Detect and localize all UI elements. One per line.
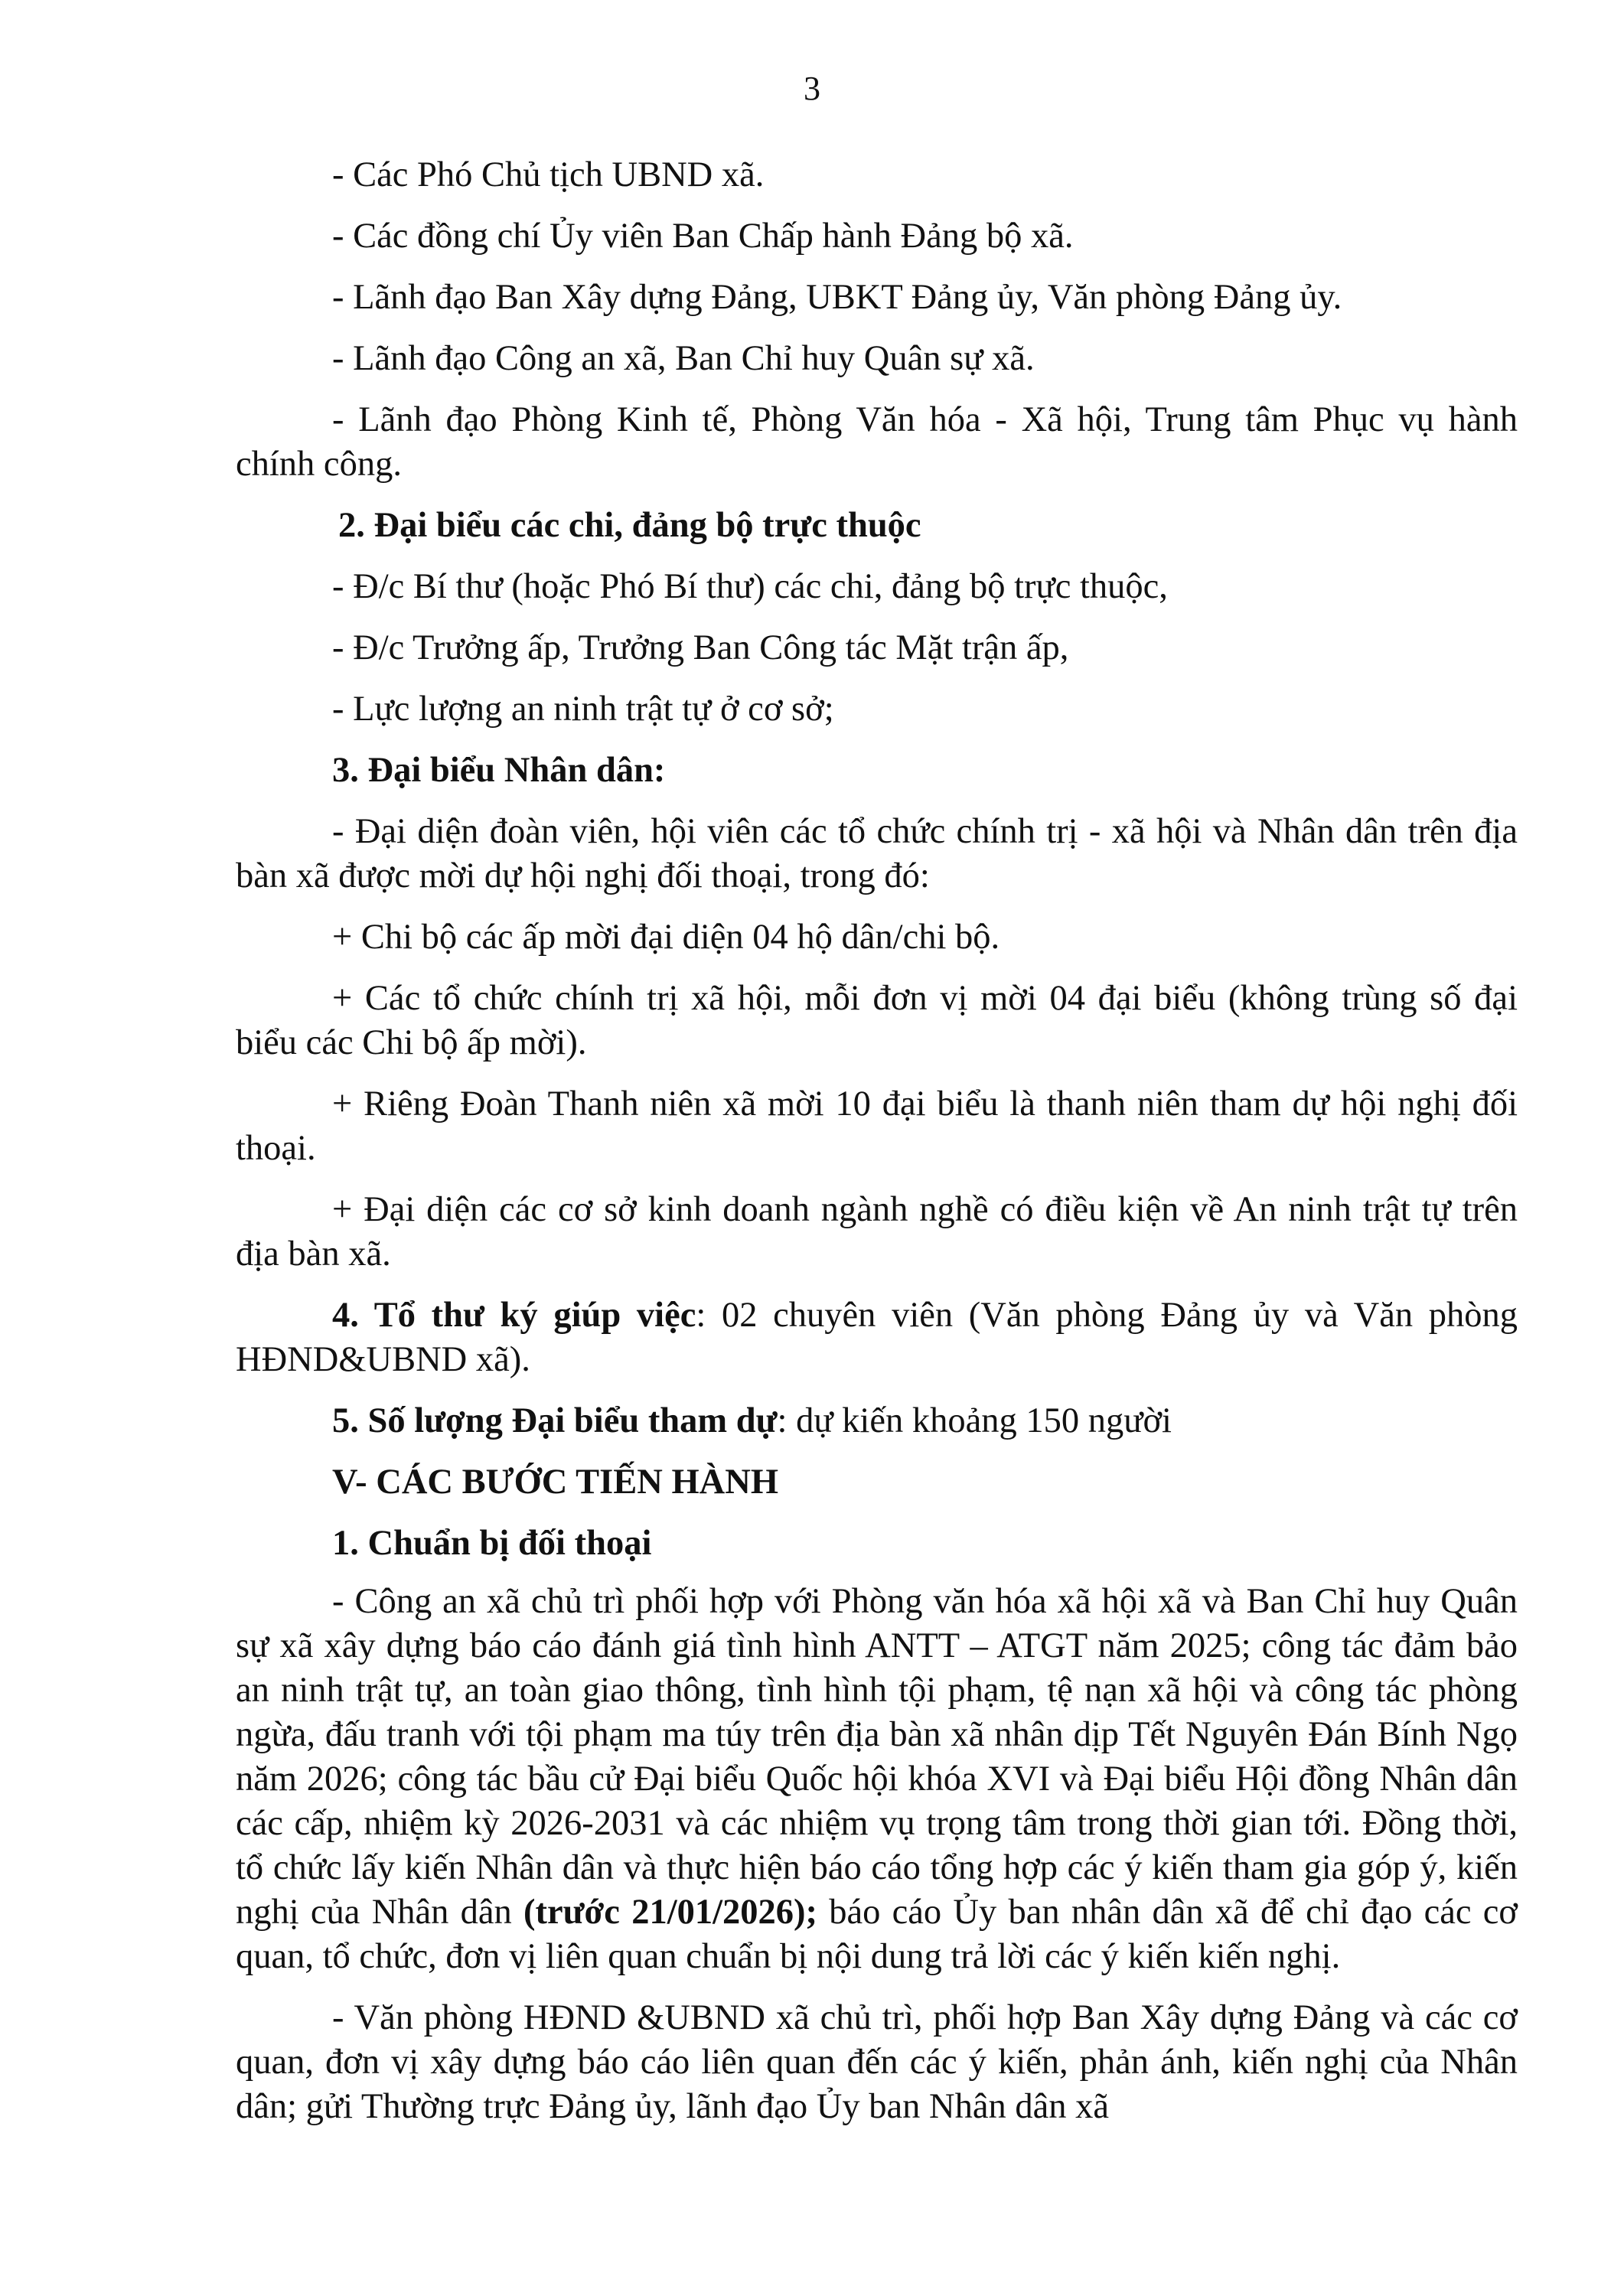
part5-text: : dự kiến khoảng 150 người	[777, 1401, 1172, 1440]
section5-para2: - Văn phòng HĐND &UBND xã chủ trì, phối hợp Ban Xây dựng Đảng và các cơ quan, đơn vị xây dựng báo cáo liên quan đến các ý kiến, phản ánh, kiến nghị của Nhân dân; gửi Thường trực Đảng ủy, lãnh đạo Ủy ban Nhân dân xã	[236, 1998, 1518, 2126]
part5-heading: 5. Số lượng Đại biểu tham dự	[332, 1401, 778, 1440]
section5-sub1-heading: 1. Chuẩn bị đối thoại	[332, 1524, 652, 1563]
section5-para1-b: báo cáo Ủy ban nhân dân xã để chỉ đạo các cơ quan, tổ chức, đơn vị liên quan chuẩn bị nội dung trả lời các ý kiến kiến nghị.	[236, 1893, 1518, 1976]
attendee-line: - Các Phó Chủ tịch UBND xã.	[332, 155, 765, 194]
part3-item: + Đại diện các cơ sở kinh doanh ngành nghề có điều kiện về An ninh trật tự trên địa bàn xã.	[236, 1190, 1518, 1274]
attendee-line: - Lãnh đạo Phòng Kinh tế, Phòng Văn hóa - Xã hội, Trung tâm Phục vụ hành chính công.	[236, 400, 1518, 484]
section5-para1-a: - Công an xã chủ trì phối hợp với Phòng văn hóa xã hội xã và Ban Chỉ huy Quân sự xã xây dựng báo cáo đánh giá tình hình ANTT – ATGT năm 2025; công tác đảm bảo an ninh trật tự, an toàn giao thông, tình hình tội phạm, tệ nạn xã hội và công tác phòng ngừa, đấu tranh với tội phạm ma túy trên địa bàn xã nhân dịp Tết Nguyên Đán Bính Ngọ năm 2026; công tác bầu cử Đại biểu Quốc hội khóa XVI và Đại biểu Hội đồng Nhân dân các cấp, nhiệm kỳ 2026-2031 và các nhiệm vụ trọng tâm trong thời gian tới. Đồng thời, tổ chức lấy kiến Nhân dân và thực hiện báo cáo tổng hợp các ý kiến tham gia góp ý, kiến nghị của Nhân dân	[236, 1582, 1518, 1932]
document-body	[236, 153, 1518, 2129]
part5-paragraph	[236, 1399, 1518, 1443]
attendee-line: - Lãnh đạo Công an xã, Ban Chỉ huy Quân sự xã.	[332, 339, 1035, 378]
section5-para1	[236, 1580, 1518, 1979]
part2-item: - Đ/c Trưởng ấp, Trưởng Ban Công tác Mặt trận ấp,	[332, 628, 1069, 667]
part4-heading: 4. Tổ thư ký giúp việc	[332, 1296, 696, 1335]
part2-heading: 2. Đại biểu các chi, đảng bộ trực thuộc	[338, 506, 921, 545]
attendee-line: - Các đồng chí Ủy viên Ban Chấp hành Đảng bộ xã.	[332, 217, 1074, 256]
attendee-line: - Lãnh đạo Ban Xây dựng Đảng, UBKT Đảng ủy, Văn phòng Đảng ủy.	[332, 278, 1342, 317]
section5-heading: V- CÁC BƯỚC TIẾN HÀNH	[332, 1463, 778, 1502]
part2-item: - Lực lượng an ninh trật tự ở cơ sở;	[332, 690, 834, 729]
part3-heading: 3. Đại biểu Nhân dân:	[332, 751, 666, 790]
part4-paragraph	[236, 1293, 1518, 1382]
part3-item: + Chi bộ các ấp mời đại diện 04 hộ dân/chi bộ.	[332, 918, 1000, 957]
part3-intro: - Đại diện đoàn viên, hội viên các tổ chức chính trị - xã hội và Nhân dân trên địa bàn xã được mời dự hội nghị đối thoại, trong đó:	[236, 812, 1518, 895]
part3-item: + Các tổ chức chính trị xã hội, mỗi đơn vị mời 04 đại biểu (không trùng số đại biểu các Chi bộ ấp mời).	[236, 979, 1518, 1062]
part2-item: - Đ/c Bí thư (hoặc Phó Bí thư) các chi, đảng bộ trực thuộc,	[332, 567, 1168, 606]
page-number: 3	[804, 70, 820, 107]
deadline-emphasis: (trước 21/01/2026);	[523, 1893, 818, 1932]
part4-text: : 02 chuyên viên (Văn phòng Đảng ủy và Văn phòng HĐND&UBND xã).	[236, 1296, 1518, 1379]
part3-item: + Riêng Đoàn Thanh niên xã mời 10 đại biểu là thanh niên tham dự hội nghị đối thoại.	[236, 1084, 1518, 1168]
